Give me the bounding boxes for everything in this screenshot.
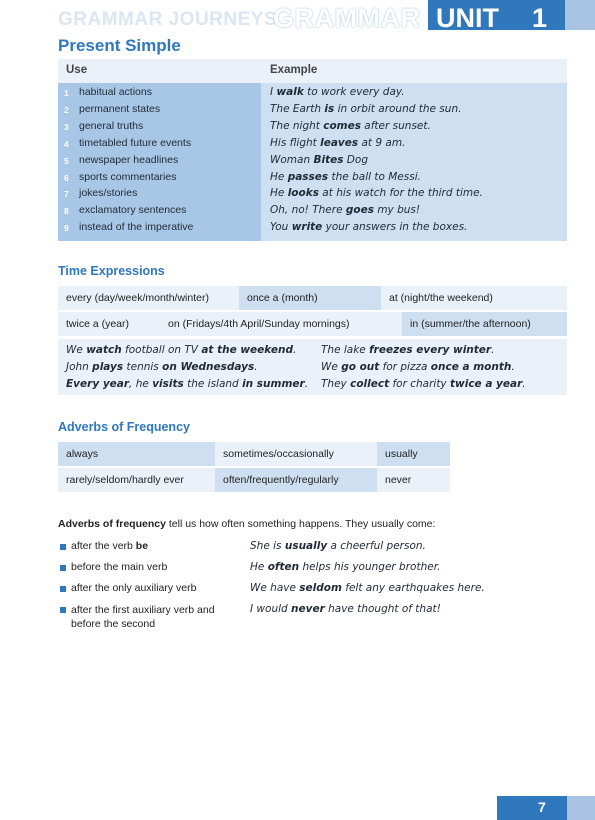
unit-banner-tab bbox=[565, 0, 595, 30]
example-sentence: Every year, he visits the island in summer. bbox=[66, 378, 309, 390]
example-sentence: We watch football on TV at the weekend. bbox=[66, 344, 297, 356]
position-rule: before the main verb bbox=[71, 561, 168, 573]
unit-number: 1 bbox=[532, 3, 548, 33]
page-number: 7 bbox=[538, 799, 546, 815]
example-sentence: They collect for charity twice a year. bbox=[321, 378, 526, 390]
present-simple-table bbox=[58, 59, 567, 241]
example-cell: Woman Bites Dog bbox=[270, 153, 368, 166]
example-cell: The night comes after sunset. bbox=[270, 119, 431, 132]
time-expression-cell: on (Fridays/4th April/Sunday mornings) bbox=[160, 312, 402, 336]
example-cell: You write your answers in the boxes. bbox=[270, 221, 468, 234]
bullet-icon bbox=[60, 586, 66, 592]
adverb-cell: sometimes/occasionally bbox=[215, 442, 377, 466]
time-expressions-title: Time Expressions bbox=[58, 264, 165, 278]
time-expression-cell: in (summer/the afternoon) bbox=[402, 312, 567, 336]
column-header-use: Use bbox=[66, 64, 88, 76]
row-number: 8 bbox=[64, 206, 69, 217]
bullet-icon bbox=[60, 607, 66, 613]
adverbs-frequency-title: Adverbs of Frequency bbox=[58, 420, 190, 434]
table-row bbox=[58, 136, 567, 153]
example-cell: The Earth is in orbit around the sun. bbox=[270, 102, 462, 115]
row-number: 6 bbox=[64, 172, 69, 183]
row-number: 4 bbox=[64, 138, 69, 149]
position-example: She is usually a cheerful person. bbox=[250, 540, 426, 552]
table-row bbox=[58, 203, 567, 220]
row-number: 3 bbox=[64, 121, 69, 132]
adverb-cell: usually bbox=[377, 442, 450, 466]
use-cell: instead of the imperative bbox=[79, 221, 194, 234]
table-row bbox=[58, 170, 567, 187]
table-row bbox=[58, 119, 567, 136]
page-number-tab bbox=[567, 796, 595, 820]
time-expression-examples bbox=[58, 339, 567, 395]
example-sentence: The lake freezes every winter. bbox=[321, 344, 495, 356]
table-row bbox=[58, 220, 567, 237]
table-row bbox=[58, 153, 567, 170]
page-header bbox=[0, 0, 595, 33]
row-number: 7 bbox=[64, 189, 69, 200]
example-cell: He passes the ball to Messi. bbox=[270, 170, 421, 183]
example-sentence: We go out for pizza once a month. bbox=[321, 361, 515, 373]
table-row bbox=[58, 186, 567, 203]
time-expression-cell: every (day/week/month/winter) bbox=[58, 286, 239, 310]
use-cell: jokes/stories bbox=[79, 187, 138, 200]
column-header-example: Example bbox=[270, 64, 318, 76]
adverb-cell: always bbox=[58, 442, 215, 466]
use-cell: permanent states bbox=[79, 102, 161, 115]
example-cell: He looks at his watch for the third time. bbox=[270, 187, 483, 200]
time-expression-cell: once a (month) bbox=[239, 286, 381, 310]
example-sentence: John plays tennis on Wednesdays. bbox=[66, 361, 258, 373]
series-title: GRAMMAR JOURNEYS bbox=[58, 9, 278, 30]
table-row bbox=[58, 85, 567, 102]
unit-label: UNIT bbox=[436, 3, 499, 33]
use-cell: sports commentaries bbox=[79, 170, 177, 183]
example-cell: His flight leaves at 9 am. bbox=[270, 136, 406, 149]
table-row bbox=[58, 102, 567, 119]
position-rule: after the verb be bbox=[71, 540, 149, 552]
table-header bbox=[58, 59, 567, 83]
example-cell: I walk to work every day. bbox=[270, 86, 405, 98]
use-cell: newspaper headlines bbox=[79, 153, 179, 166]
position-example: He often helps his younger brother. bbox=[250, 561, 441, 573]
example-cell: Oh, no! There goes my bus! bbox=[270, 204, 421, 217]
row-number: 2 bbox=[64, 104, 69, 115]
use-cell: general truths bbox=[79, 119, 144, 132]
adverbs-intro bbox=[58, 518, 435, 530]
intro-text: tell us how often something happens. They usually come: bbox=[165, 518, 436, 530]
position-rule: after the only auxiliary verb bbox=[71, 582, 197, 594]
adverb-cell: rarely/seldom/hardly ever bbox=[58, 468, 215, 492]
position-rule: after the first auxiliary verb and before the second bbox=[71, 604, 215, 630]
adverb-cell: often/frequently/regularly bbox=[215, 468, 377, 492]
position-example: I would never have thought of that! bbox=[250, 603, 441, 615]
page-number-banner bbox=[497, 796, 567, 820]
time-expression-cell: at (night/the weekend) bbox=[381, 286, 567, 310]
bullet-icon bbox=[60, 544, 66, 550]
use-cell: exclamatory sentences bbox=[79, 204, 187, 217]
row-number: 1 bbox=[64, 88, 69, 98]
section-title: GRAMMAR bbox=[273, 3, 421, 33]
intro-bold: Adverbs of frequency bbox=[58, 518, 166, 530]
position-example: We have seldom felt any earthquakes here. bbox=[250, 582, 485, 594]
use-cell: habitual actions bbox=[79, 86, 152, 98]
row-number: 5 bbox=[64, 155, 69, 166]
time-expression-cell: twice a (year) bbox=[58, 312, 160, 336]
adverb-cell: never bbox=[377, 468, 450, 492]
use-cell: timetabled future events bbox=[79, 136, 192, 149]
present-simple-title: Present Simple bbox=[58, 36, 181, 55]
row-number: 9 bbox=[64, 223, 69, 234]
bullet-icon bbox=[60, 565, 66, 571]
